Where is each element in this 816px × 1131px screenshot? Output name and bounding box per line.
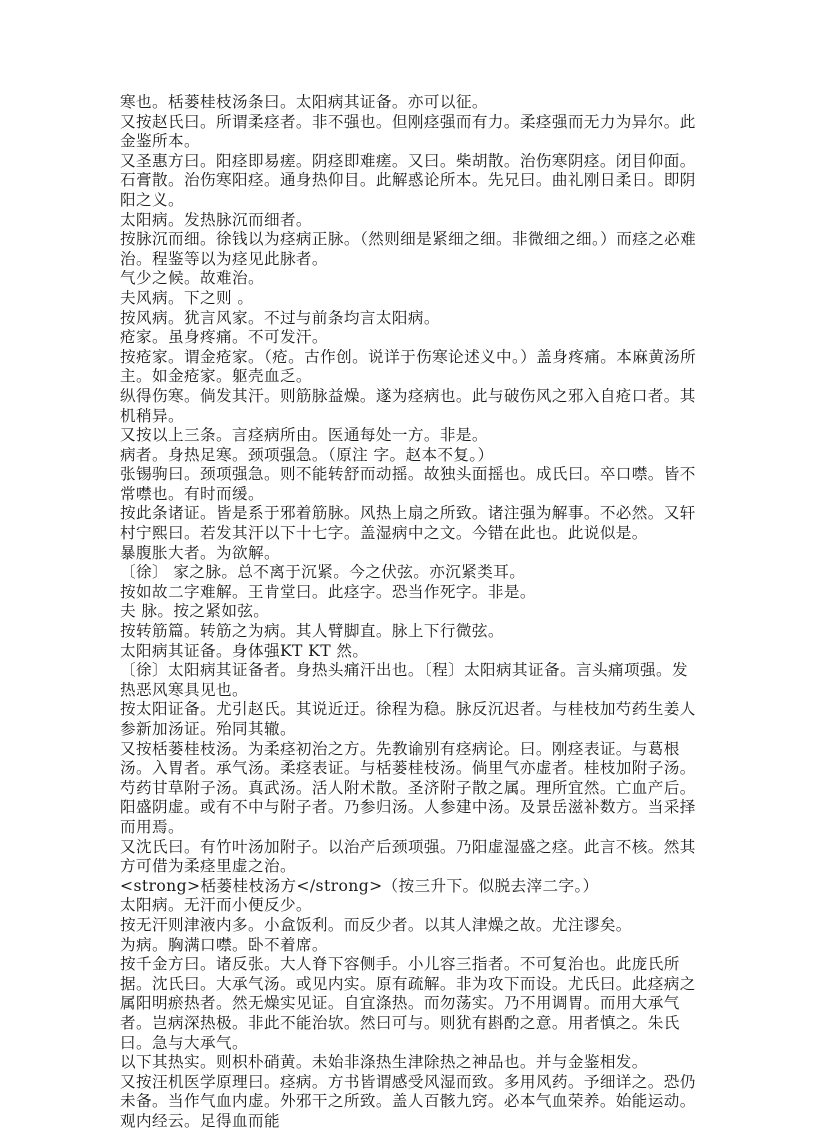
paragraph: 按无汗则津液内多。小盒饭利。而反少者。以其人津燥之故。尤注谬矣。 [120, 915, 632, 934]
paragraph: 又按以上三条。言痉病所由。医通每处一方。非是。 [120, 426, 488, 445]
paragraph: 按风病。犹言风家。不过与前条均言太阳病。 [120, 308, 440, 327]
paragraph: 又沈氏曰。有竹叶汤加附子。以治产后颈项强。乃阳虚湿盛之痉。此言不核。然其方可借为柔痉里虚之治。 [120, 837, 696, 876]
paragraph: 按脉沉而细。徐钱以为痉病正脉。（然则细是紧细之细。非微细之细。）而痉之必难治。程鉴等以为痉见此脉者。 [120, 230, 697, 268]
paragraph: 夫 脉。按之紧如弦。 [120, 602, 270, 621]
paragraph: 暴腹胀大者。为欲解。 [120, 543, 280, 562]
paragraph: 〔徐〕 家之脉。总不离于沉紧。今之伏弦。亦沉紧类耳。 [120, 563, 526, 582]
paragraph: 又按栝蒌桂枝汤。为柔痉初治之方。先教谕别有痉病论。曰。刚痉表证。与葛根汤。入胃者。承气汤。柔痉表证。与栝蒌桂枝汤。倘里气亦虚者。桂枝加附子汤。芍药甘草附子汤。真武汤。活人附术散。圣济附子散之属。理所宜然。亡血产后。阳盛阴虚。或有不中与附子者。乃参归汤。人参建中汤。及景岳滋补数方。当采择而用焉。 [120, 739, 696, 836]
paragraph: 张锡驹曰。颈项强急。则不能转舒而动摇。故独头面摇也。成氏曰。卒口噤。皆不常噤也。有时而缓。 [120, 465, 696, 503]
paragraph: 又按赵氏曰。所谓柔痉者。非不强也。但刚痉强而有力。柔痉强而无力为异尔。此金鉴所本。 [120, 112, 696, 151]
paragraph: <strong>栝蒌桂枝汤方</strong>（按三升下。似脱去滓二字。） [120, 876, 599, 895]
paragraph: 疮家。虽身疼痛。不可发汗。 [120, 328, 328, 347]
paragraph: 按如故二字难解。王肯堂曰。此痉字。恐当作死字。非是。 [120, 582, 536, 601]
paragraph: 按疮家。谓金疮家。（疮。古作创。说详于伤寒论述义中。）盖身疼痛。本麻黄汤所主。如金疮家。躯壳血乏。 [120, 347, 697, 386]
paragraph: 夫风病。下之则 。 [120, 288, 254, 307]
paragraph: 又按汪机医学原理曰。痉病。方书皆谓感受风湿而致。多用风药。予细详之。恐仍未备。当作气血内虚。外邪干之所致。盖人百骸九窍。必本气血荣养。始能运动。观内经云。足得血而能 [120, 1072, 696, 1130]
paragraph: 太阳病。无汗而小便反少。 [120, 896, 312, 915]
paragraph: 纵得伤寒。倘发其汗。则筋脉益燥。遂为痉病也。此与破伤风之邪入自疮口者。其机稍异。 [120, 386, 696, 425]
paragraph: 以下其热实。则枳朴硝黄。未始非涤热生津除热之神品也。并与金鉴相发。 [120, 1053, 648, 1072]
paragraph: 按千金方曰。诸反张。大人脊下容侧手。小儿容三指者。不可复治也。此庞氏所据。沈氏曰。大承气汤。或见内实。原有疏解。非为攻下而设。尤氏曰。此痉病之属阳明瘀热者。然无燥实见证。自宜涤热。而勿荡实。乃不用调胃。而用大承气者。岂病深热极。非此不能治欤。然曰可与。则犹有斟酌之意。用者慎之。朱氏曰。急与大承气。 [120, 955, 696, 1052]
paragraph: 病者。身热足寒。颈项强急。（原注 字。赵本不复。） [120, 445, 494, 464]
paragraph: 按此条诸证。皆是系于邪着筋脉。风热上扇之所致。诸注强为解事。不必然。又轩村宁熙曰。若发其汗以下十七字。盖湿病中之文。今错在此也。此说似是。 [120, 504, 696, 543]
paragraph: 按转筋篇。转筋之为病。其人臂脚直。脉上下行微弦。 [120, 622, 504, 641]
paragraph: 又圣惠方曰。阳痉即易瘥。阴痉即难瘥。又曰。柴胡散。治伤寒阴痉。闭目仰面。石膏散。治伤寒阳痉。通身热仰目。此解惑论所本。先兄曰。曲礼刚日柔日。即阴阳之义。 [120, 151, 696, 209]
paragraph: 〔徐〕太阳病其证备者。身热头痛汗出也。〔程〕太阳病其证备。言头痛项强。发热恶风寒具见也。 [120, 661, 688, 699]
paragraph: 为病。胸满口噤。卧不着席。 [120, 935, 328, 954]
paragraph: 太阳病。发热脉沉而细者。 [120, 210, 312, 229]
paragraph: 寒也。栝蒌桂枝汤条曰。太阳病其证备。亦可以征。 [120, 93, 488, 111]
paragraph: 按太阳证备。尤引赵氏。其说近迂。徐程为稳。脉反沉迟者。与桂枝加芍药生姜人参新加汤证。殆同其辙。 [120, 700, 696, 738]
paragraph: 气少之候。故难治。 [120, 269, 264, 288]
paragraph: 太阳病其证备。身体强KT KT 然。 [120, 641, 369, 660]
document-page [120, 93, 700, 1131]
